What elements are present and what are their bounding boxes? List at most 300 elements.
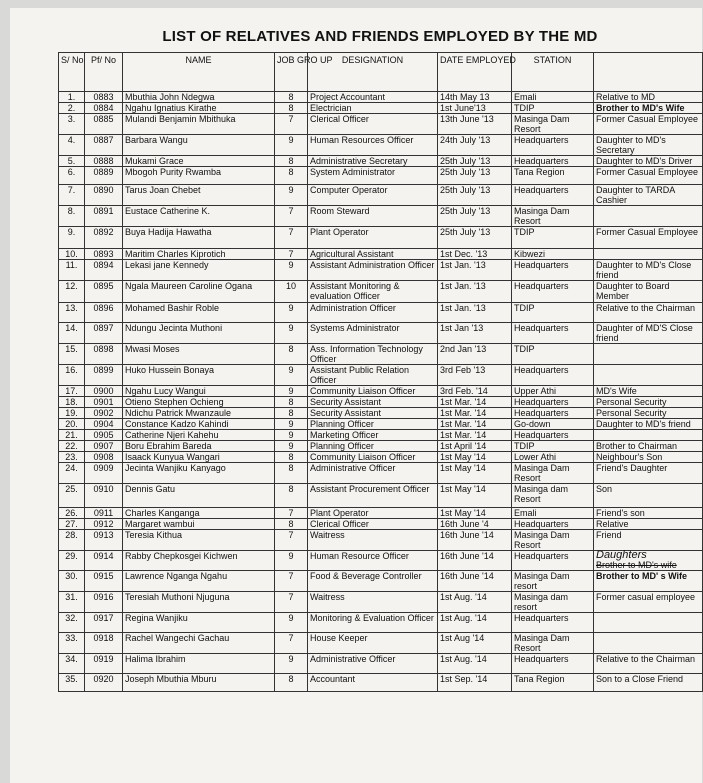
cell-station: Headquarters bbox=[512, 408, 594, 419]
cell-station: Headquarters bbox=[512, 281, 594, 303]
cell-relation: Former Casual Employee bbox=[594, 167, 703, 185]
cell-station: TDIP bbox=[512, 103, 594, 114]
cell-station: Headquarters bbox=[512, 613, 594, 633]
cell-station: Masinga Dam Resort bbox=[512, 463, 594, 484]
cell-relation bbox=[594, 365, 703, 386]
cell-station: Masinga Dam Resort bbox=[512, 114, 594, 135]
cell-pfno: 0892 bbox=[85, 227, 123, 249]
cell-sno: 18. bbox=[59, 397, 85, 408]
cell-sno: 17. bbox=[59, 386, 85, 397]
cell-designation: Assistant Public Relation Officer bbox=[308, 365, 438, 386]
cell-pfno: 0908 bbox=[85, 452, 123, 463]
table-row bbox=[59, 249, 703, 260]
cell-pfno: 0910 bbox=[85, 484, 123, 508]
table-row bbox=[59, 408, 703, 419]
cell-station: Tana Region bbox=[512, 674, 594, 692]
cell-designation: Assistant Monitoring & evaluation Officer bbox=[308, 281, 438, 303]
cell-name: Joseph Mbuthia Mburu bbox=[123, 674, 275, 692]
table-row bbox=[59, 227, 703, 249]
cell-date: 1st May '14 bbox=[438, 484, 512, 508]
cell-pfno: 0915 bbox=[85, 571, 123, 592]
cell-pfno: 0909 bbox=[85, 463, 123, 484]
cell-relation bbox=[594, 613, 703, 633]
cell-station: Tana Region bbox=[512, 167, 594, 185]
cell-relation: Personal Security bbox=[594, 397, 703, 408]
cell-relation: Daughter to MD's Close friend bbox=[594, 260, 703, 281]
cell-job-group: 8 bbox=[275, 519, 308, 530]
cell-relation: Daughter of MD'S Close friend bbox=[594, 323, 703, 344]
cell-relation bbox=[594, 551, 703, 571]
cell-job-group: 9 bbox=[275, 135, 308, 156]
cell-designation: Human Resources Officer bbox=[308, 135, 438, 156]
cell-pfno: 0901 bbox=[85, 397, 123, 408]
table-row bbox=[59, 654, 703, 674]
cell-designation: Administration Officer bbox=[308, 303, 438, 323]
cell-sno: 16. bbox=[59, 365, 85, 386]
cell-relation: Daughter to TARDA Cashier bbox=[594, 185, 703, 206]
cell-date: 16th June '4 bbox=[438, 519, 512, 530]
table-row bbox=[59, 397, 703, 408]
cell-relation bbox=[594, 344, 703, 365]
table-row bbox=[59, 156, 703, 167]
cell-designation: Administrative Secretary bbox=[308, 156, 438, 167]
cell-job-group: 8 bbox=[275, 344, 308, 365]
cell-sno: 20. bbox=[59, 419, 85, 430]
cell-relation: Brother to MD' s Wife bbox=[594, 571, 703, 592]
cell-station: Headquarters bbox=[512, 135, 594, 156]
cell-designation: Plant Operator bbox=[308, 508, 438, 519]
cell-job-group: 9 bbox=[275, 551, 308, 571]
table-row bbox=[59, 613, 703, 633]
cell-pfno: 0911 bbox=[85, 508, 123, 519]
table-row bbox=[59, 303, 703, 323]
cell-name: Constance Kadzo Kahindi bbox=[123, 419, 275, 430]
cell-name: Regina Wanjiku bbox=[123, 613, 275, 633]
cell-job-group: 8 bbox=[275, 167, 308, 185]
cell-pfno: 0917 bbox=[85, 613, 123, 633]
cell-date: 1st Jan. '13 bbox=[438, 260, 512, 281]
header-pfno: Pf/ No bbox=[85, 53, 123, 92]
cell-pfno: 0897 bbox=[85, 323, 123, 344]
cell-date: 1st Jan '13 bbox=[438, 323, 512, 344]
table-row bbox=[59, 260, 703, 281]
cell-station: Upper Athi bbox=[512, 386, 594, 397]
cell-station: Headquarters bbox=[512, 260, 594, 281]
cell-sno: 3. bbox=[59, 114, 85, 135]
cell-station: Headquarters bbox=[512, 323, 594, 344]
cell-relation: Former casual employee bbox=[594, 592, 703, 613]
cell-sno: 28. bbox=[59, 530, 85, 551]
cell-designation: Electrician bbox=[308, 103, 438, 114]
cell-pfno: 0889 bbox=[85, 167, 123, 185]
cell-date: 25th July '13 bbox=[438, 206, 512, 227]
cell-pfno: 0912 bbox=[85, 519, 123, 530]
cell-designation: Accountant bbox=[308, 674, 438, 692]
table-row bbox=[59, 571, 703, 592]
cell-job-group: 8 bbox=[275, 484, 308, 508]
cell-date: 25th July '13 bbox=[438, 185, 512, 206]
cell-name: Catherine Njeri Kahehu bbox=[123, 430, 275, 441]
cell-date: 1st Mar. '14 bbox=[438, 408, 512, 419]
cell-designation: Ass. Information Technology Officer bbox=[308, 344, 438, 365]
cell-job-group: 9 bbox=[275, 430, 308, 441]
cell-station: Lower Athi bbox=[512, 452, 594, 463]
cell-designation: Plant Operator bbox=[308, 227, 438, 249]
cell-designation: Computer Operator bbox=[308, 185, 438, 206]
header-station: STATION bbox=[512, 53, 594, 92]
cell-date: 1st May '14 bbox=[438, 452, 512, 463]
cell-station: Kibwezi bbox=[512, 249, 594, 260]
cell-pfno: 0884 bbox=[85, 103, 123, 114]
cell-sno: 13. bbox=[59, 303, 85, 323]
cell-name: Lawrence Nganga Ngahu bbox=[123, 571, 275, 592]
cell-sno: 34. bbox=[59, 654, 85, 674]
table-row bbox=[59, 419, 703, 430]
cell-relation: Neighbour's Son bbox=[594, 452, 703, 463]
cell-designation: Administrative Officer bbox=[308, 463, 438, 484]
cell-station: Headquarters bbox=[512, 365, 594, 386]
cell-designation: Assistant Administration Officer bbox=[308, 260, 438, 281]
cell-pfno: 0895 bbox=[85, 281, 123, 303]
cell-station: Headquarters bbox=[512, 397, 594, 408]
struck-relation: Brother to MD's wife bbox=[596, 560, 677, 570]
cell-job-group: 7 bbox=[275, 530, 308, 551]
cell-date: 16th June '14 bbox=[438, 571, 512, 592]
table-row bbox=[59, 484, 703, 508]
cell-relation bbox=[594, 206, 703, 227]
cell-pfno: 0905 bbox=[85, 430, 123, 441]
cell-name: Otieno Stephen Ochieng bbox=[123, 397, 275, 408]
cell-sno: 33. bbox=[59, 633, 85, 654]
cell-pfno: 0885 bbox=[85, 114, 123, 135]
cell-date: 16th June '14 bbox=[438, 530, 512, 551]
table-row bbox=[59, 365, 703, 386]
cell-date: 1st Jan. '13 bbox=[438, 303, 512, 323]
cell-station: Masinga Dam resort bbox=[512, 571, 594, 592]
cell-job-group: 9 bbox=[275, 185, 308, 206]
cell-designation: Monitoring & Evaluation Officer bbox=[308, 613, 438, 633]
cell-sno: 21. bbox=[59, 430, 85, 441]
table-row bbox=[59, 323, 703, 344]
cell-relation: MD's Wife bbox=[594, 386, 703, 397]
cell-sno: 27. bbox=[59, 519, 85, 530]
cell-pfno: 0883 bbox=[85, 92, 123, 103]
cell-relation: Relative to MD bbox=[594, 92, 703, 103]
cell-station: TDIP bbox=[512, 227, 594, 249]
table-row bbox=[59, 441, 703, 452]
cell-station: Headquarters bbox=[512, 519, 594, 530]
cell-relation: Former Casual Employee bbox=[594, 114, 703, 135]
cell-pfno: 0898 bbox=[85, 344, 123, 365]
employee-table bbox=[58, 52, 703, 692]
cell-name: Mukami Grace bbox=[123, 156, 275, 167]
cell-station: Emali bbox=[512, 508, 594, 519]
cell-sno: 14. bbox=[59, 323, 85, 344]
cell-relation: Brother to MD's Wife bbox=[594, 103, 703, 114]
cell-designation: Clerical Officer bbox=[308, 519, 438, 530]
cell-name: Huko Hussein Bonaya bbox=[123, 365, 275, 386]
cell-designation: Project Accountant bbox=[308, 92, 438, 103]
cell-designation: Assistant Procurement Officer bbox=[308, 484, 438, 508]
cell-relation: Personal Security bbox=[594, 408, 703, 419]
table-row bbox=[59, 344, 703, 365]
header-relation bbox=[594, 53, 703, 92]
cell-job-group: 8 bbox=[275, 156, 308, 167]
cell-designation: Systems Administrator bbox=[308, 323, 438, 344]
cell-name: Ngahu Lucy Wangui bbox=[123, 386, 275, 397]
cell-pfno: 0894 bbox=[85, 260, 123, 281]
cell-designation: Agricultural Assistant bbox=[308, 249, 438, 260]
table-row bbox=[59, 508, 703, 519]
table-row bbox=[59, 167, 703, 185]
cell-job-group: 8 bbox=[275, 463, 308, 484]
cell-sno: 26. bbox=[59, 508, 85, 519]
cell-date: 3rd Feb. '14 bbox=[438, 386, 512, 397]
cell-pfno: 0899 bbox=[85, 365, 123, 386]
cell-sno: 10. bbox=[59, 249, 85, 260]
cell-station: Headquarters bbox=[512, 551, 594, 571]
cell-station: Headquarters bbox=[512, 185, 594, 206]
cell-name: Charles Kanganga bbox=[123, 508, 275, 519]
cell-designation: Security Assistant bbox=[308, 397, 438, 408]
cell-date: 25th July '13 bbox=[438, 156, 512, 167]
cell-designation: Marketing Officer bbox=[308, 430, 438, 441]
cell-pfno: 0920 bbox=[85, 674, 123, 692]
cell-relation: Daughter to MD's Secretary bbox=[594, 135, 703, 156]
table-row bbox=[59, 452, 703, 463]
table-row bbox=[59, 185, 703, 206]
cell-pfno: 0907 bbox=[85, 441, 123, 452]
cell-sno: 6. bbox=[59, 167, 85, 185]
cell-name: Ndichu Patrick Mwanzaule bbox=[123, 408, 275, 419]
cell-sno: 32. bbox=[59, 613, 85, 633]
cell-name: Ngahu Ignatius Kirathe bbox=[123, 103, 275, 114]
cell-designation: Human Resource Officer bbox=[308, 551, 438, 571]
cell-relation bbox=[594, 633, 703, 654]
table-row bbox=[59, 135, 703, 156]
cell-designation: House Keeper bbox=[308, 633, 438, 654]
table-row bbox=[59, 206, 703, 227]
cell-job-group: 7 bbox=[275, 249, 308, 260]
table-header-row bbox=[59, 53, 703, 92]
header-designation: DESIGNATION bbox=[308, 53, 438, 92]
table-row bbox=[59, 114, 703, 135]
cell-designation: Waitress bbox=[308, 530, 438, 551]
cell-station: TDIP bbox=[512, 441, 594, 452]
cell-name: Halima Ibrahim bbox=[123, 654, 275, 674]
cell-designation: System Administrator bbox=[308, 167, 438, 185]
cell-date: 1st May '14 bbox=[438, 463, 512, 484]
cell-relation: Brother to Chairman bbox=[594, 441, 703, 452]
cell-job-group: 9 bbox=[275, 260, 308, 281]
table-row bbox=[59, 674, 703, 692]
cell-job-group: 9 bbox=[275, 654, 308, 674]
cell-designation: Planning Officer bbox=[308, 419, 438, 430]
cell-date: 1st Aug. '14 bbox=[438, 654, 512, 674]
cell-job-group: 8 bbox=[275, 674, 308, 692]
cell-relation: Friend's son bbox=[594, 508, 703, 519]
cell-sno: 9. bbox=[59, 227, 85, 249]
table-row bbox=[59, 519, 703, 530]
cell-designation: Administrative Officer bbox=[308, 654, 438, 674]
cell-job-group: 7 bbox=[275, 114, 308, 135]
cell-date: 25th July '13 bbox=[438, 167, 512, 185]
cell-job-group: 9 bbox=[275, 419, 308, 430]
cell-job-group: 7 bbox=[275, 508, 308, 519]
cell-job-group: 8 bbox=[275, 452, 308, 463]
cell-designation: Community Liaison Officer bbox=[308, 386, 438, 397]
cell-station: TDIP bbox=[512, 344, 594, 365]
cell-sno: 29. bbox=[59, 551, 85, 571]
cell-relation bbox=[594, 249, 703, 260]
cell-date: 1st Jan. '13 bbox=[438, 281, 512, 303]
table-row bbox=[59, 551, 703, 571]
cell-job-group: 8 bbox=[275, 408, 308, 419]
cell-sno: 7. bbox=[59, 185, 85, 206]
cell-sno: 4. bbox=[59, 135, 85, 156]
cell-designation: Security Assistant bbox=[308, 408, 438, 419]
cell-sno: 8. bbox=[59, 206, 85, 227]
cell-date: 14th May 13 bbox=[438, 92, 512, 103]
cell-pfno: 0888 bbox=[85, 156, 123, 167]
cell-name: Ndungu Jecinta Muthoni bbox=[123, 323, 275, 344]
cell-name: Tarus Joan Chebet bbox=[123, 185, 275, 206]
cell-job-group: 7 bbox=[275, 633, 308, 654]
cell-date: 1st Aug. '14 bbox=[438, 613, 512, 633]
cell-station: Masinga dam resort bbox=[512, 592, 594, 613]
cell-sno: 2. bbox=[59, 103, 85, 114]
table-row bbox=[59, 530, 703, 551]
cell-name: Margaret wambui bbox=[123, 519, 275, 530]
table-row bbox=[59, 92, 703, 103]
cell-station: Masinga Dam Resort bbox=[512, 530, 594, 551]
cell-job-group: 9 bbox=[275, 613, 308, 633]
cell-designation: Community Liaison Officer bbox=[308, 452, 438, 463]
cell-name: Mwasi Moses bbox=[123, 344, 275, 365]
table-row bbox=[59, 633, 703, 654]
handwritten-correction: Daughters bbox=[596, 549, 647, 561]
cell-relation: Former Casual Employee bbox=[594, 227, 703, 249]
table-row bbox=[59, 463, 703, 484]
cell-date: 1st Mar. '14 bbox=[438, 430, 512, 441]
cell-job-group: 9 bbox=[275, 365, 308, 386]
cell-job-group: 7 bbox=[275, 206, 308, 227]
cell-station: Emali bbox=[512, 92, 594, 103]
cell-sno: 24. bbox=[59, 463, 85, 484]
cell-date: 3rd Feb '13 bbox=[438, 365, 512, 386]
cell-name: Dennis Gatu bbox=[123, 484, 275, 508]
table-row bbox=[59, 592, 703, 613]
cell-pfno: 0902 bbox=[85, 408, 123, 419]
cell-relation bbox=[594, 430, 703, 441]
cell-pfno: 0916 bbox=[85, 592, 123, 613]
cell-pfno: 0914 bbox=[85, 551, 123, 571]
cell-station: Headquarters bbox=[512, 156, 594, 167]
cell-name: Boru Ebrahim Bareda bbox=[123, 441, 275, 452]
cell-pfno: 0893 bbox=[85, 249, 123, 260]
cell-sno: 11. bbox=[59, 260, 85, 281]
cell-date: 1st May '14 bbox=[438, 508, 512, 519]
cell-job-group: 8 bbox=[275, 103, 308, 114]
cell-designation: Clerical Officer bbox=[308, 114, 438, 135]
cell-pfno: 0913 bbox=[85, 530, 123, 551]
cell-pfno: 0904 bbox=[85, 419, 123, 430]
cell-station: Masinga Dam Resort bbox=[512, 633, 594, 654]
cell-job-group: 7 bbox=[275, 571, 308, 592]
cell-relation: Daughter to MD's friend bbox=[594, 419, 703, 430]
cell-designation: Room Steward bbox=[308, 206, 438, 227]
cell-job-group: 7 bbox=[275, 592, 308, 613]
cell-date: 1st April '14 bbox=[438, 441, 512, 452]
cell-sno: 30. bbox=[59, 571, 85, 592]
cell-date: 1st Mar. '14 bbox=[438, 419, 512, 430]
cell-sno: 19. bbox=[59, 408, 85, 419]
cell-date: 13th June '13 bbox=[438, 114, 512, 135]
cell-date: 1st June'13 bbox=[438, 103, 512, 114]
cell-name: Rabby Chepkosgei Kichwen bbox=[123, 551, 275, 571]
cell-sno: 23. bbox=[59, 452, 85, 463]
cell-name: Teresia Kithua bbox=[123, 530, 275, 551]
cell-station: TDIP bbox=[512, 303, 594, 323]
table-row bbox=[59, 386, 703, 397]
cell-date: 1st Aug '14 bbox=[438, 633, 512, 654]
cell-name: Lekasi jane Kennedy bbox=[123, 260, 275, 281]
header-sno: S/ No bbox=[59, 53, 85, 92]
cell-sno: 22. bbox=[59, 441, 85, 452]
cell-name: Ngala Maureen Caroline Ogana bbox=[123, 281, 275, 303]
cell-job-group: 7 bbox=[275, 227, 308, 249]
cell-designation: Planning Officer bbox=[308, 441, 438, 452]
cell-relation: Friend's Daughter bbox=[594, 463, 703, 484]
cell-station: Masinga dam Resort bbox=[512, 484, 594, 508]
cell-relation: Son to a Close Friend bbox=[594, 674, 703, 692]
cell-name: Barbara Wangu bbox=[123, 135, 275, 156]
header-date-employed: DATE EMPLOYED bbox=[438, 53, 512, 92]
cell-job-group: 9 bbox=[275, 386, 308, 397]
page-title: LIST OF RELATIVES AND FRIENDS EMPLOYED BY THE MD bbox=[162, 28, 598, 45]
cell-job-group: 9 bbox=[275, 303, 308, 323]
cell-sno: 25. bbox=[59, 484, 85, 508]
cell-relation: Relative to the Chairman bbox=[594, 303, 703, 323]
cell-name: Mbuthia John Ndegwa bbox=[123, 92, 275, 103]
cell-job-group: 9 bbox=[275, 441, 308, 452]
cell-station: Headquarters bbox=[512, 654, 594, 674]
cell-job-group: 9 bbox=[275, 323, 308, 344]
table-row bbox=[59, 430, 703, 441]
cell-relation: Relative bbox=[594, 519, 703, 530]
cell-pfno: 0896 bbox=[85, 303, 123, 323]
cell-relation: Daughter to Board Member bbox=[594, 281, 703, 303]
cell-sno: 35. bbox=[59, 674, 85, 692]
cell-pfno: 0891 bbox=[85, 206, 123, 227]
cell-date: 1st Aug. '14 bbox=[438, 592, 512, 613]
cell-sno: 5. bbox=[59, 156, 85, 167]
cell-name: Teresiah Muthoni Njuguna bbox=[123, 592, 275, 613]
cell-date: 1st Mar. '14 bbox=[438, 397, 512, 408]
cell-date: 16th June '14 bbox=[438, 551, 512, 571]
cell-relation: Friend bbox=[594, 530, 703, 551]
cell-station: Masinga Dam Resort bbox=[512, 206, 594, 227]
cell-name: Eustace Catherine K. bbox=[123, 206, 275, 227]
cell-sno: 1. bbox=[59, 92, 85, 103]
cell-name: Mohamed Bashir Roble bbox=[123, 303, 275, 323]
cell-designation: Food & Beverage Controller bbox=[308, 571, 438, 592]
cell-job-group: 8 bbox=[275, 92, 308, 103]
header-job-group: JOB GRO UP bbox=[275, 53, 308, 92]
cell-pfno: 0890 bbox=[85, 185, 123, 206]
cell-station: Go-down bbox=[512, 419, 594, 430]
cell-name: Maritim Charles Kiprotich bbox=[123, 249, 275, 260]
